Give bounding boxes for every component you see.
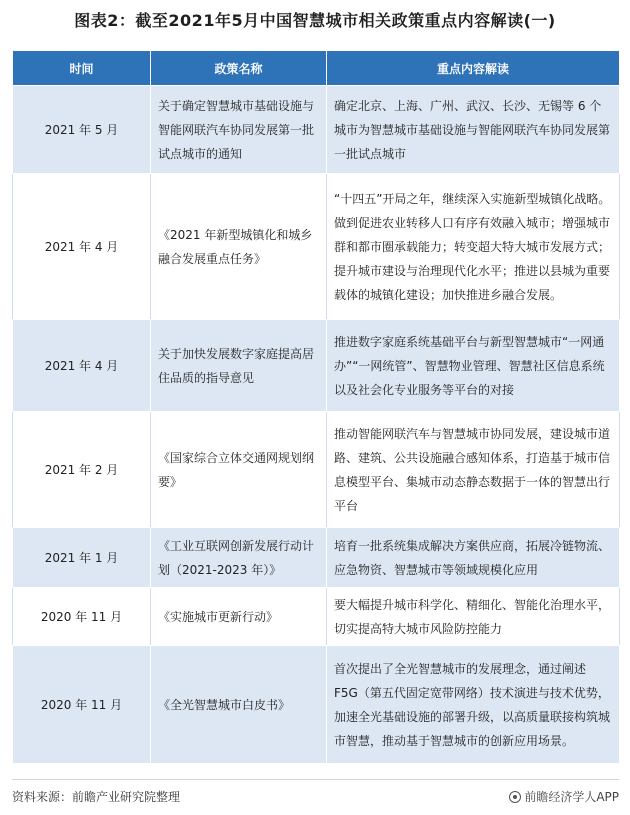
row-policy: 《2021 年新型城镇化和城乡融合发展重点任务》 — [151, 174, 327, 320]
app-logo-icon — [509, 791, 521, 803]
source-note: 资料来源：前瞻产业研究院整理 — [12, 790, 181, 804]
row-policy: 《工业互联网创新发展行动计划（2021-2023 年）》 — [151, 528, 327, 588]
table-row — [13, 588, 620, 646]
brand-name: 前瞻经济学人APP — [524, 790, 619, 804]
header-content: 重点内容解读 — [327, 51, 620, 86]
footer-divider — [12, 779, 619, 780]
table-row — [13, 86, 620, 174]
row-policy: 关于确定智慧城市基础设施与智能网联汽车协同发展第一批试点城市的通知 — [151, 86, 327, 174]
row-content: 要大幅提升城市科学化、精细化、智能化治理水平，切实提高特大城市风险防控能力 — [327, 588, 620, 646]
table-row — [13, 174, 620, 320]
header-time: 时间 — [13, 51, 151, 86]
row-policy: 《实施城市更新行动》 — [151, 588, 327, 646]
row-time: 2021 年 4 月 — [13, 174, 151, 320]
table-row — [13, 320, 620, 412]
row-time: 2021 年 2 月 — [13, 412, 151, 528]
table-row — [13, 646, 620, 764]
chart-title: 图表2：截至2021年5月中国智慧城市相关政策重点内容解读(一) — [74, 11, 556, 30]
row-content: 确定北京、上海、广州、武汉、长沙、无锡等 6 个城市为智慧城市基础设施与智能网联汽车协同发展第一批试点城市 — [327, 86, 620, 174]
header-policy-name: 政策名称 — [151, 51, 327, 86]
table-header-row — [13, 51, 620, 86]
brand-credit — [509, 788, 619, 805]
table-row — [13, 412, 620, 528]
row-policy: 《国家综合立体交通网规划纲要》 — [151, 412, 327, 528]
row-time: 2020 年 11 月 — [13, 646, 151, 764]
row-time: 2021 年 4 月 — [13, 320, 151, 412]
row-content: 首次提出了全光智慧城市的发展理念，通过阐述 F5G（第五代固定宽带网络）技术演进与技术优势，加速全光基础设施的部署升级，以高质量联接构筑城市智慧，推动基于智慧城市的创新应用场景。 — [327, 646, 620, 764]
table-row — [13, 528, 620, 588]
policy-table-wrapper — [12, 50, 619, 764]
row-content: 推动智能网联汽车与智慧城市协同发展，建设城市道路、建筑、公共设施融合感知体系，打造基于城市信息模型平台、集城市动态静态数据于一体的智慧出行平台 — [327, 412, 620, 528]
row-time: 2021 年 1 月 — [13, 528, 151, 588]
row-time: 2021 年 5 月 — [13, 86, 151, 174]
row-policy: 关于加快发展数字家庭提高居住品质的指导意见 — [151, 320, 327, 412]
row-content: “十四五”开局之年，继续深入实施新型城镇化战略。做到促进农业转移人口有序有效融入城市；增强城市群和都市圈承载能力；转变超大特大城市发展方式；提升城市建设与治理现代化水平；推进以县城为重要载体的城镇化建设；加快推进乡融合发展。 — [327, 174, 620, 320]
policy-table — [12, 50, 620, 764]
row-content: 培育一批系统集成解决方案供应商，拓展冷链物流、应急物资、智慧城市等领域规模化应用 — [327, 528, 620, 588]
row-policy: 《全光智慧城市白皮书》 — [151, 646, 327, 764]
footer — [12, 788, 619, 808]
row-content: 推进数字家庭系统基础平台与新型智慧城市“一网通办”“一网统管”、智慧物业管理、智慧社区信息系统以及社会化专业服务等平台的对接 — [327, 320, 620, 412]
row-time: 2020 年 11 月 — [13, 588, 151, 646]
